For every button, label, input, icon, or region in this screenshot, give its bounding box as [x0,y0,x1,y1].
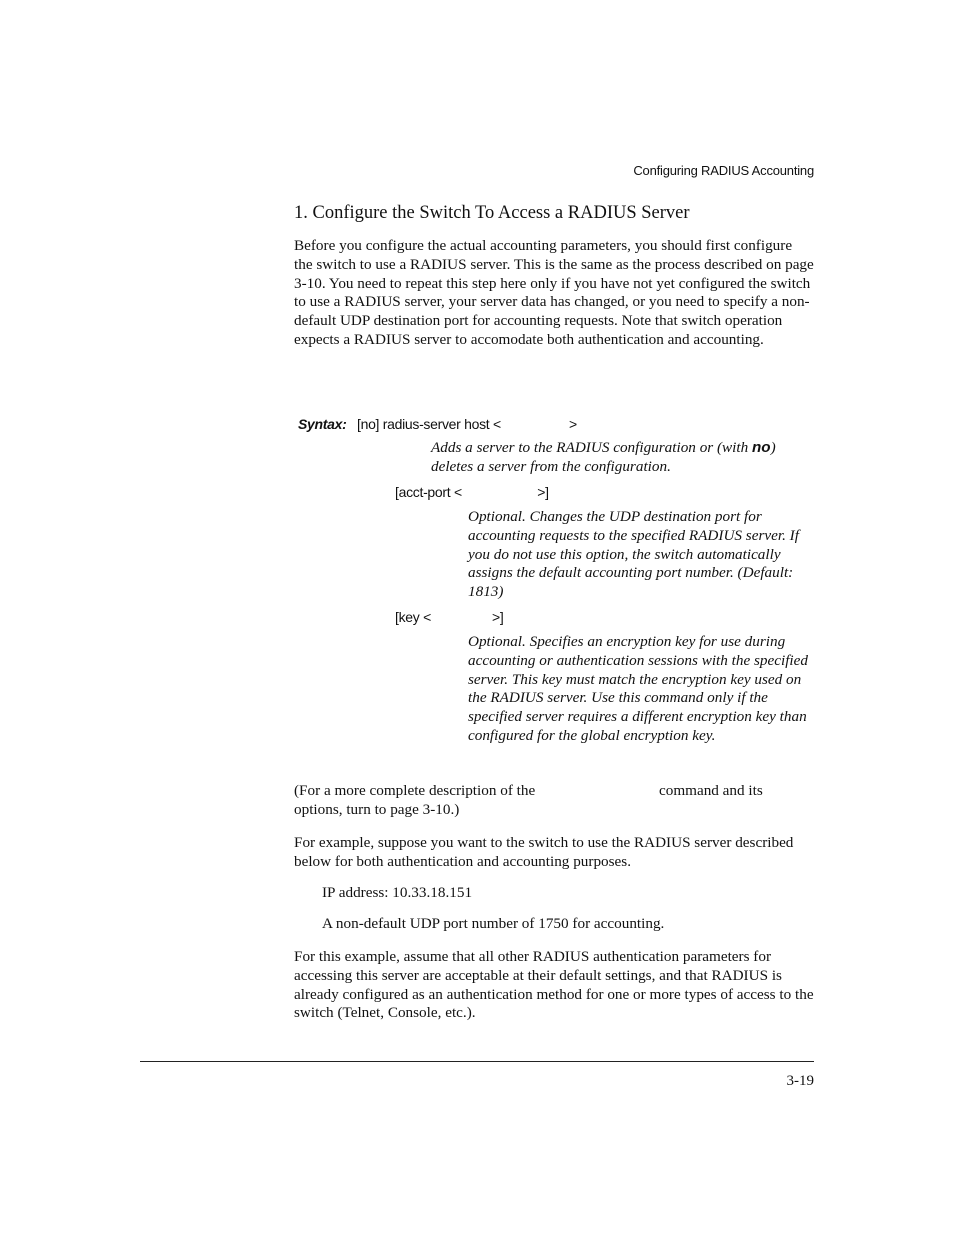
acct-port-description: Optional. Changes the UDP destination port for accounting requests to the specified RADIUS server. If you do not use this option, the switch automatically assigns the default accounting port number. (Default: 1813) [468,508,799,601]
ip-address-line: IP address: 10.33.18.151 [322,884,473,901]
intro-paragraph: Before you configure the actual accounting parameters, you should first configure the switch to use a RADIUS server. This is the same as the process described on page 3-10. You need to repeat this step here only if you have not yet configured the switch to use a RADIUS server, your server data has changed, or you need to specify a non-default UDP destination port for accounting requests. Note that switch operation expects a RADIUS server to accomodate both authentication and accounting. [294,237,814,348]
syntax-label: Syntax: [298,416,347,432]
command-description: Adds a server to the RADIUS configuration or (with no) deletes a server from the configuration. [431,439,776,475]
running-header: Configuring RADIUS Accounting [633,163,814,178]
udp-port-line: A non-default UDP port number of 1750 for accounting. [322,915,665,932]
page-number: 3-19 [786,1073,814,1089]
syntax-command: [no] radius-server host < > [357,416,577,432]
key-param: [key < >] [395,609,504,625]
section-title: 1. Configure the Switch To Access a RADIUS Server [294,203,690,223]
acct-port-param: [acct-port < >] [395,484,549,500]
more-info-line2: options, turn to page 3-10.) [294,800,460,818]
example-intro: For example, suppose you want to the switch to use the RADIUS server described below for both authentication and accounting purposes. [294,834,794,870]
assumption-paragraph: For this example, assume that all other RADIUS authentication parameters for accessing this server are acceptable at their default settings, and that RADIUS is already configured as an authentication method for one or more types of access to the switch (Telnet, Console, etc.). [294,948,814,1022]
more-info-paragraph [294,782,814,820]
more-info-pre: (For a more complete description of the [294,782,536,799]
footer-rule [140,1061,814,1062]
no-keyword: no [752,439,771,456]
key-description: Optional. Specifies an encryption key for use during accounting or authentication sessions with the specified server. This key must match the encryption key used on the RADIUS server. Use this command only if the specified server requires a different encryption key than configured for the global encryption key. [468,633,808,744]
more-info-post: command and its [659,782,763,799]
